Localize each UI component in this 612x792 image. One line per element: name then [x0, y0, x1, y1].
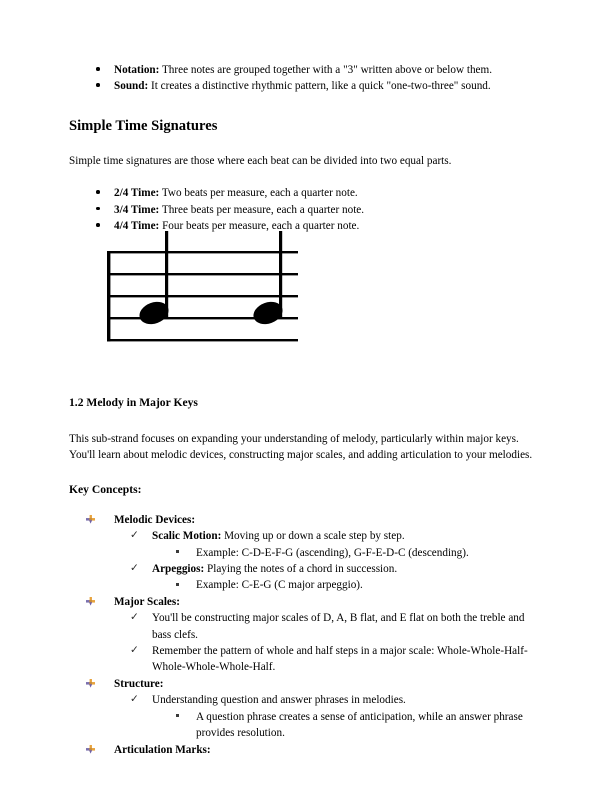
list-item-body: Playing the notes of a chord in succession.	[204, 563, 398, 576]
list-item-body: Understanding question and answer phrases in melodies.	[152, 694, 406, 707]
list-item-body: Example: C-D-E-F-G (ascending), G-F-E-D-C (descending).	[196, 546, 469, 559]
list-item	[69, 185, 543, 201]
check-bullet-icon: ✓	[130, 694, 139, 706]
check-bullet-icon: ✓	[130, 645, 139, 657]
section-heading-melody: 1.2 Melody in Major Keys	[69, 395, 198, 409]
arrow-bullet-icon	[86, 512, 114, 528]
list-item-term: Sound:	[114, 80, 149, 93]
list-item-example	[69, 545, 543, 561]
list-item-term: 4/4 Time:	[114, 220, 160, 233]
list-item-structure	[69, 676, 543, 692]
list-item-body: A question phrase creates a sense of anticipation, while an answer phrase provides resolution.	[196, 710, 523, 740]
list-item-text	[114, 78, 543, 94]
list-item-scalic-motion	[69, 528, 543, 544]
list-item-term: Structure:	[114, 677, 164, 690]
melody-intro: This sub-strand focuses on expanding your understanding of melody, particularly within major keys. You'll learn about melodic devices, constructing major scales, and adding articulation to your melodies.	[69, 432, 533, 462]
check-bullet-icon: ✓	[130, 612, 139, 624]
list-item-text	[152, 561, 543, 577]
bullet-icon	[96, 62, 114, 78]
square-bullet-icon	[176, 577, 196, 593]
list-item-text	[114, 218, 543, 234]
check-bullet-icon: ✓	[130, 530, 139, 542]
list-item-body: Remember the pattern of whole and half steps in a major scale: Whole-Whole-Half-Whole-Whole-Whole-Half.	[152, 645, 528, 674]
list-item-articulation-marks	[69, 742, 543, 758]
list-item-body: Example: C-E-G (C major arpeggio).	[196, 579, 363, 592]
time-signature-list	[69, 185, 543, 234]
list-item-term: Melodic Devices:	[114, 513, 196, 526]
arrow-bullet-icon	[86, 676, 114, 692]
square-bullet-icon	[176, 709, 196, 725]
list-item-term: Scalic Motion:	[152, 530, 222, 543]
list-item-term: 2/4 Time:	[114, 187, 160, 200]
document-body	[69, 62, 543, 758]
bullet-icon	[96, 202, 114, 218]
list-item-text	[114, 202, 543, 218]
list-item-melodic-devices	[69, 512, 543, 528]
arrow-bullet-icon	[86, 742, 114, 758]
key-concepts-list	[69, 512, 543, 758]
list-item-term: 3/4 Time:	[114, 203, 160, 216]
list-item-body: Moving up or down a scale step by step.	[221, 530, 405, 543]
list-item-term: Notation:	[114, 64, 160, 76]
triplet-bullet-list	[69, 62, 543, 95]
list-item	[69, 218, 543, 234]
arrow-bullet-svg	[86, 745, 95, 754]
arrow-bullet-svg	[86, 515, 95, 524]
list-item-arpeggios	[69, 561, 543, 577]
list-item	[69, 202, 543, 218]
list-item-body: Two beats per measure, each a quarter note.	[159, 187, 358, 200]
list-item-term: Major Scales:	[114, 595, 180, 608]
arrow-bullet-svg	[86, 679, 95, 688]
arrow-bullet-icon	[86, 594, 114, 610]
list-item-scale-construction	[69, 610, 543, 643]
list-item-example	[69, 577, 543, 593]
key-concepts-label: Key Concepts:	[69, 482, 142, 496]
list-item-text	[114, 62, 543, 78]
list-item-body: It creates a distinctive rhythmic pattern, like a quick "one-two-three" sound.	[148, 80, 491, 93]
list-item-phrase-detail	[69, 709, 543, 742]
bullet-icon	[96, 185, 114, 201]
list-item-body: Four beats per measure, each a quarter note.	[159, 220, 360, 233]
check-bullet-icon: ✓	[130, 563, 139, 575]
section-heading-simple-time: Simple Time Signatures	[69, 117, 218, 134]
bullet-icon	[96, 78, 114, 94]
square-bullet-icon	[176, 545, 196, 561]
list-item	[69, 78, 543, 94]
list-item	[69, 62, 543, 78]
list-item-body: You'll be constructing major scales of D, A, B flat, and E flat on both the treble and bass clefs.	[152, 612, 525, 641]
list-item-body: Three notes are grouped together with a "3" written above or below them.	[159, 64, 493, 76]
list-item-term: Articulation Marks:	[114, 743, 211, 756]
list-item-text	[114, 185, 543, 201]
list-item-term: Arpeggios:	[152, 563, 205, 576]
bullet-icon	[96, 218, 114, 234]
list-item-body: Three beats per measure, each a quarter note.	[159, 203, 365, 216]
list-item-question-answer	[69, 692, 543, 708]
list-item-text	[152, 528, 543, 544]
arrow-bullet-svg	[86, 597, 95, 606]
list-item-major-scales	[69, 594, 543, 610]
list-item-step-pattern	[69, 643, 543, 676]
simple-time-intro: Simple time signatures are those where each beat can be divided into two equal parts.	[69, 154, 452, 167]
